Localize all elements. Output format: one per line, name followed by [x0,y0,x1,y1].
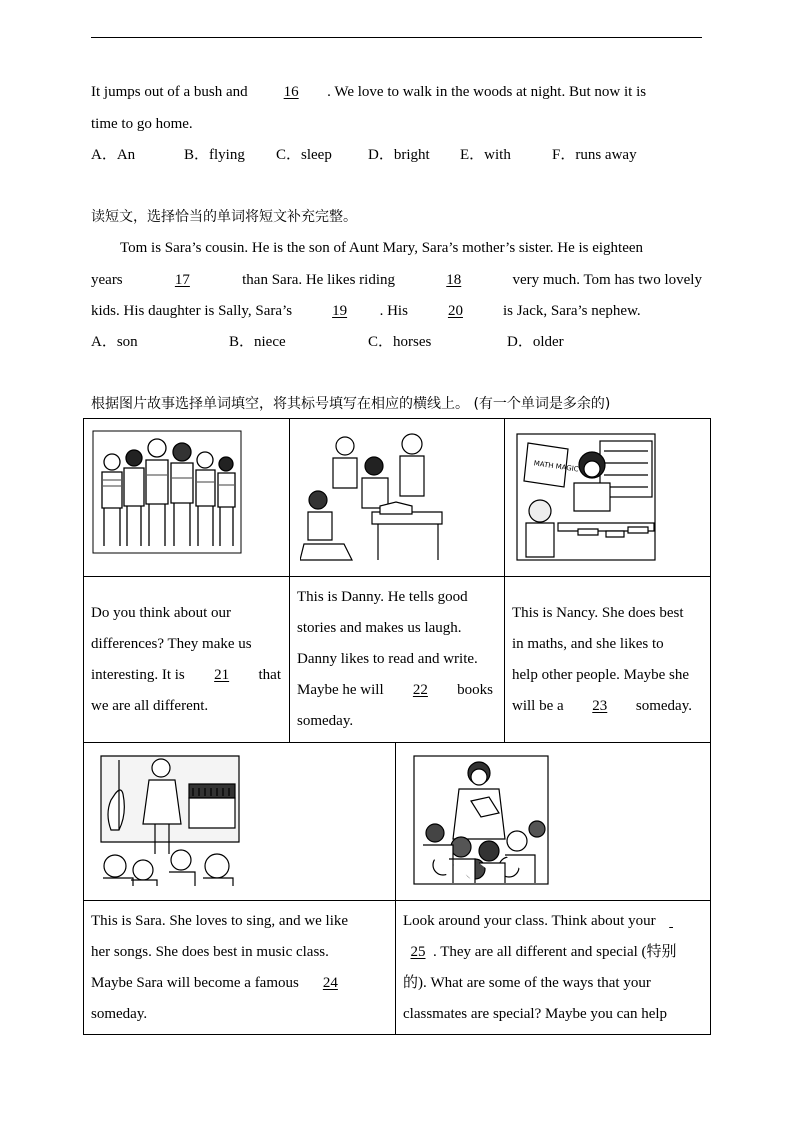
illustration-children-group [92,430,242,554]
cell5-line4: classmates are special? Maybe you can help [403,1006,668,1022]
section2-options [91,332,702,352]
text: is Jack, Sara’s nephew. [502,303,641,319]
cell2-line5: someday. [297,713,354,729]
section2-line3 [91,301,641,321]
text: . We love to walk in the woods at night. But now it is [327,84,647,100]
passage1-line1 [91,82,702,102]
option-a: A．son [91,334,138,350]
cell2-line2: stories and makes us laugh. [297,620,462,636]
option-c: C．sleep [276,147,332,163]
cell2-line1: This is Danny. He tells good [297,589,468,605]
text: someday. [635,698,692,714]
text: very much. Tom has two lovely [512,272,702,288]
cell1-line2: differences? They make us [91,636,252,652]
cell1-line1: Do you think about our [91,605,231,621]
text: that [258,667,281,683]
cell5-line3: 的). What are some of the ways that your [403,975,651,991]
blank-16: 16 [283,84,299,100]
cell3-line4 [512,691,692,722]
blank-20: 20 [447,303,463,319]
text: Maybe Sara will become a famous [91,975,299,991]
text: Tom is Sara’s cousin. He is the son of Aunt Mary, Sara’s mother’s sister. He is eighteen [120,240,644,256]
option-f: F．runs away [552,147,637,163]
cell5-line2 [403,937,677,968]
blank-22: 22 [412,682,428,698]
option-b: B．niece [229,334,286,350]
text: . His [379,303,408,319]
text: Maybe he will [297,682,384,698]
option-c: C．horses [368,334,432,350]
cell1-line4: we are all different. [91,698,209,714]
cell1-line3 [91,660,281,691]
illustration-teacher-class [413,755,549,887]
text: years [91,272,123,288]
option-b: B．flying [184,147,245,163]
cell4-line2: her songs. She does best in music class. [91,944,329,960]
cell4-line3 [91,968,354,999]
blank-19: 19 [332,303,348,319]
text: books [457,682,493,698]
option-d: D．bright [368,147,430,163]
cell2-line4 [297,675,493,706]
cell3-line3: help other people. Maybe she [512,667,690,683]
section2-instruction: 读短文，选择恰当的单词将短文补充完整。 [91,209,357,225]
blank-17: 17 [174,272,190,288]
option-a: A．An [91,147,136,163]
section2-line2 [91,270,702,290]
cell4-line4: someday. [91,1006,148,1022]
section2-line1 [91,238,702,258]
blank-25-lead [663,906,679,937]
blank-24: 24 [322,975,338,991]
blank-25: 25 [410,944,426,960]
passage1-options [91,145,702,165]
header-rule [91,37,702,38]
text: than Sara. He likes riding [242,272,396,288]
text: Look around your class. Think about your [403,913,656,929]
blank-23: 23 [592,698,608,714]
illustration-danny-storytelling [300,432,445,564]
blank-21: 21 [214,667,230,683]
sign-text: MATH MAGIC [533,459,580,474]
text: interesting. It is [91,667,185,683]
passage1-line2: time to go home. [91,116,193,132]
cell2-line3: Danny likes to read and write. [297,651,478,667]
cell5-line1 [403,906,679,937]
cell3-line2: in maths, and she likes to [512,636,664,652]
illustration-nancy-maths [516,433,656,561]
option-e: E．with [460,147,511,163]
text: will be a [512,698,564,714]
cell4-line1: This is Sara. She loves to sing, and we like [91,913,349,929]
section3-instruction: 根据图片故事选择单词填空，将其标号填写在相应的横线上。 (有一个单词是多余的) [91,396,611,412]
text: It jumps out of a bush and [91,84,248,100]
text: kids. His daughter is Sally, Sara’s [91,303,293,319]
blank-18: 18 [446,272,462,288]
option-d: D．older [507,334,564,350]
text: . They are all different and special (特别 [433,944,677,960]
illustration-sara-singing [99,754,241,886]
cell3-line1: This is Nancy. She does best [512,605,684,621]
